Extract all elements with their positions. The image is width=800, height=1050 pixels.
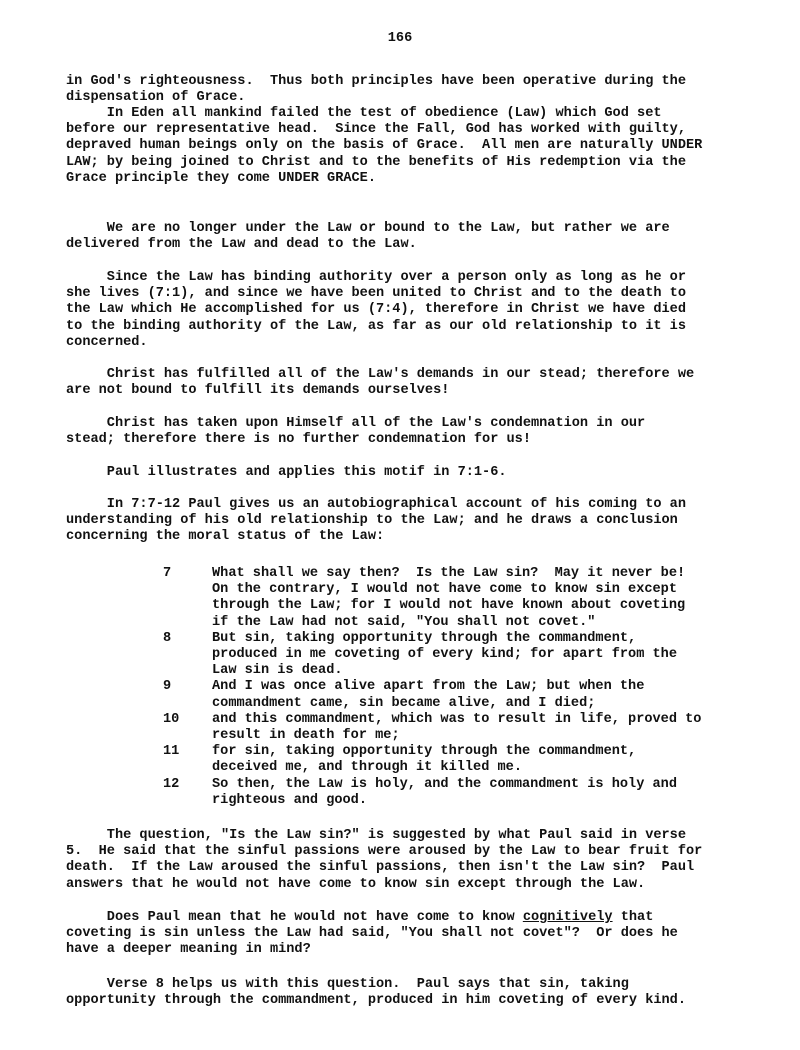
text-line: the Law which He accomplished for us (7:4), therefore in Christ we have died	[66, 302, 686, 318]
text-line: are not bound to fulfill its demands ourselves!	[66, 383, 450, 399]
text-line: have a deeper meaning in mind?	[66, 942, 311, 958]
text-line: In Eden all mankind failed the test of obedience (Law) which God set	[66, 106, 662, 121]
paragraph-motif	[66, 465, 726, 481]
verse-line: and this commandment, which was to result in life, proved to	[212, 711, 702, 727]
verse-line: On the contrary, I would not have come to know sin except	[212, 582, 677, 598]
underlined-word: cognitively	[522, 910, 613, 925]
verse-line: deceived me, and through it killed me.	[212, 760, 522, 776]
verse-number: 11	[163, 744, 180, 760]
text-line: before our representative head. Since the Fall, God has worked with guilty,	[66, 122, 686, 138]
verse-8	[163, 631, 723, 680]
verse-11	[163, 744, 723, 776]
text-segment: Does Paul mean that he would not have come to know	[66, 910, 523, 925]
verse-line: for sin, taking opportunity through the commandment,	[212, 744, 637, 760]
text-line: depraved human beings only on the basis of Grace. All men are naturally UNDER	[66, 138, 703, 154]
text-line: stead; therefore there is no further condemnation for us!	[66, 432, 531, 448]
page-number: 166	[387, 31, 413, 46]
paragraph-question	[66, 828, 726, 893]
text-line: In 7:7-12 Paul gives us an autobiographical account of his coming to an	[66, 497, 686, 512]
text-line: Paul illustrates and applies this motif in 7:1-6.	[66, 465, 507, 480]
text-line: Christ has fulfilled all of the Law's demands in our stead; therefore we	[66, 367, 695, 382]
text-line: 5. He said that the sinful passions were aroused by the Law to bear fruit for	[66, 844, 703, 860]
paragraph-eden	[66, 106, 726, 187]
text-line: LAW; by being joined to Christ and to the benefits of His redemption via the	[66, 154, 686, 170]
text-line: dispensation of Grace.	[66, 90, 246, 106]
text-line: coveting is sin unless the Law had said, "You shall not covet"? Or does he	[66, 926, 678, 942]
text-line: in God's righteousness. Thus both principles have been operative during the	[66, 74, 686, 89]
text-segment: that	[612, 910, 654, 925]
verse-number: 12	[163, 776, 180, 792]
text-line: she lives (7:1), and since we have been united to Christ and to the death to	[66, 286, 686, 302]
paragraph-autobiographical	[66, 497, 726, 546]
verse-line: result in death for me;	[212, 728, 400, 744]
verse-line: Law sin is dead.	[212, 663, 343, 679]
verse-number: 9	[163, 679, 172, 695]
text-line: Christ has taken upon Himself all of the Law's condemnation in our	[66, 416, 646, 431]
paragraph-no-longer-under-law	[66, 221, 726, 253]
verse-line: So then, the Law is holy, and the commandment is holy and	[212, 776, 677, 792]
text-line: opportunity through the commandment, produced in him coveting of every kind.	[66, 993, 686, 1009]
verse-number: 10	[163, 711, 180, 727]
paragraph-condemnation	[66, 416, 726, 448]
verse-line: if the Law had not said, "You shall not covet."	[212, 614, 596, 630]
text-line: death. If the Law aroused the sinful passions, then isn't the Law sin? Paul	[66, 860, 695, 876]
paragraph-binding-authority	[66, 270, 726, 351]
verse-line: produced in me coveting of every kind; for apart from the	[212, 647, 677, 663]
paragraph-continuation	[66, 74, 726, 106]
verse-line: through the Law; for I would not have known about coveting	[212, 598, 686, 614]
verse-number: 7	[163, 566, 172, 581]
verse-7	[163, 566, 723, 631]
verse-line: But sin, taking opportunity through the commandment,	[212, 630, 637, 646]
text-line: to the binding authority of the Law, as far as our old relationship to it is	[66, 318, 686, 334]
verse-line: What shall we say then? Is the Law sin? May it never be!	[212, 566, 686, 581]
text-line: concerning the moral status of the Law:	[66, 529, 385, 545]
text-line: concerned.	[66, 334, 148, 350]
verse-line: righteous and good.	[212, 792, 367, 808]
paragraph-cognitively	[66, 910, 726, 959]
text-line: Grace principle they come UNDER GRACE.	[66, 170, 376, 186]
paragraph-fulfilled-demands	[66, 367, 726, 399]
text-line: We are no longer under the Law or bound to the Law, but rather we are	[66, 221, 670, 236]
verse-list	[163, 566, 723, 809]
verse-12	[163, 777, 723, 809]
text-line: delivered from the Law and dead to the Law.	[66, 237, 417, 253]
text-line: Since the Law has binding authority over a person only as long as he or	[66, 270, 686, 285]
verse-9	[163, 679, 723, 711]
verse-line: commandment came, sin became alive, and I died;	[212, 695, 596, 711]
text-line: The question, "Is the Law sin?" is suggested by what Paul said in verse	[66, 828, 686, 843]
text-line: understanding of his old relationship to the Law; and he draws a conclusion	[66, 513, 678, 529]
text-line: answers that he would not have come to know sin except through the Law.	[66, 876, 646, 892]
verse-line: And I was once alive apart from the Law; but when the	[212, 679, 645, 695]
paragraph-verse-8-help	[66, 977, 726, 1009]
text-line: Verse 8 helps us with this question. Paul says that sin, taking	[66, 977, 629, 992]
verse-number: 8	[163, 630, 172, 646]
verse-10	[163, 712, 723, 744]
